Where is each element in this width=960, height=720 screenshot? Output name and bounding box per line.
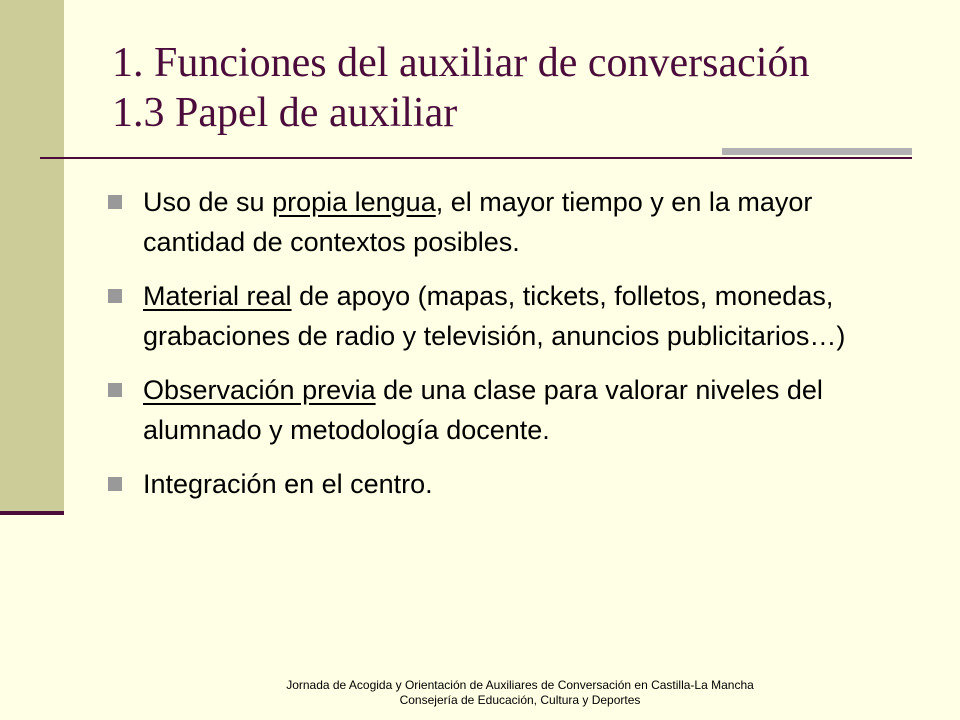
title-rule-accent xyxy=(722,148,912,155)
footer-line-1: Jornada de Acogida y Orientación de Auxiliares de Conversación en Castilla-La Mancha xyxy=(286,678,754,692)
bullet-item xyxy=(108,276,908,356)
side-accent-line xyxy=(0,511,64,515)
bullet-text: Integración en el centro. xyxy=(143,469,433,499)
bullet-square-icon xyxy=(108,383,122,397)
bullet-square-icon xyxy=(108,477,122,491)
bullet-underlined-text: propia lengua xyxy=(272,187,436,217)
slide-title xyxy=(112,38,952,138)
bullet-underlined-text: Observación previa xyxy=(143,375,376,405)
footer-line-2: Consejería de Educación, Cultura y Deportes xyxy=(399,693,641,707)
bullet-list xyxy=(108,182,908,518)
bullet-item xyxy=(108,464,908,504)
bullet-square-icon xyxy=(108,289,122,303)
bullet-underlined-text: Material real xyxy=(143,281,292,311)
bullet-square-icon xyxy=(108,195,122,209)
title-line-2: 1.3 Papel de auxiliar xyxy=(112,90,458,136)
bullet-item xyxy=(108,182,908,262)
title-line-1: 1. Funciones del auxiliar de conversación xyxy=(112,40,810,86)
slide-footer xyxy=(0,678,960,708)
bullet-text: , el mayor tiempo y en la mayor cantidad de contextos posibles. xyxy=(143,187,813,257)
title-rule xyxy=(40,157,912,159)
bullet-text: Uso de su xyxy=(143,187,273,217)
bullet-item xyxy=(108,370,908,450)
bullet-text: de apoyo (mapas, tickets, folletos, monedas, grabaciones de radio y televisión, anuncios publicitarios…) xyxy=(143,281,846,351)
bullet-text: de una clase para valorar niveles del alumnado y metodología docente. xyxy=(143,375,823,445)
side-bar xyxy=(0,0,64,511)
